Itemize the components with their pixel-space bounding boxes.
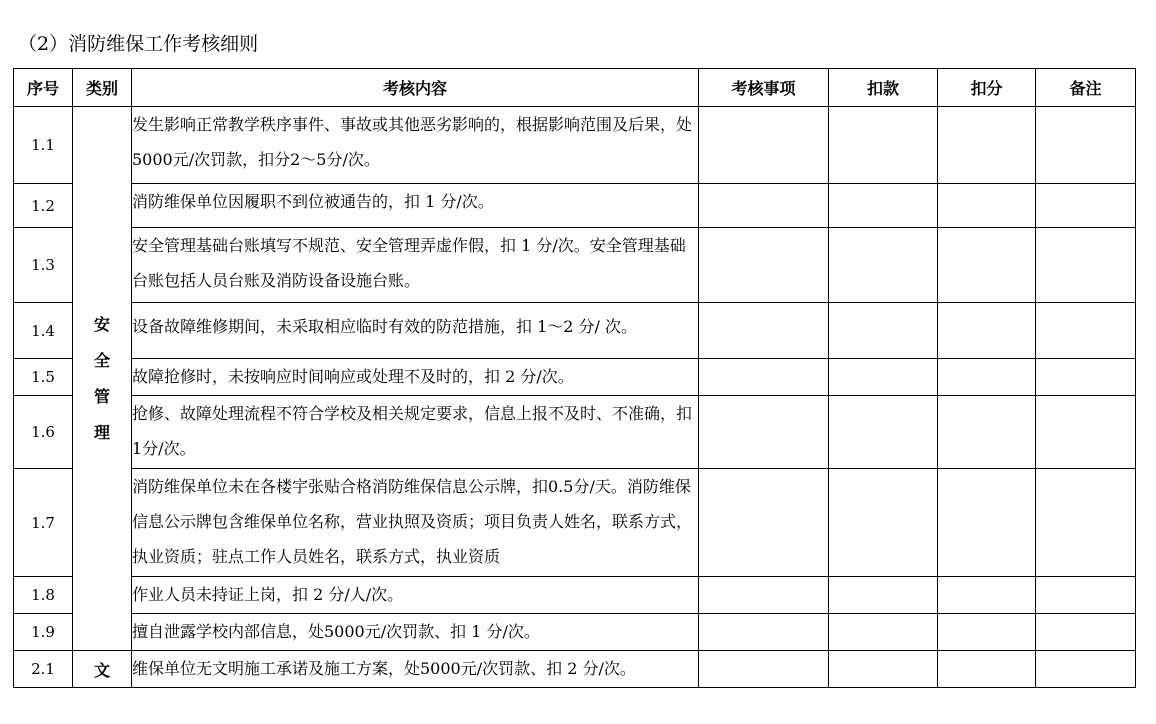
row-number: 1.5: [14, 359, 73, 396]
item-cell: [699, 396, 829, 469]
points-cell: [938, 651, 1036, 688]
table-row: [14, 614, 1136, 651]
column-header-deduction-money: 扣款: [829, 69, 938, 107]
points-cell: [938, 359, 1036, 396]
points-cell: [938, 228, 1036, 303]
item-cell: [699, 469, 829, 577]
table-row: [14, 107, 1136, 184]
table-header-row: [14, 69, 1136, 107]
table-row: [14, 396, 1136, 469]
table-row: [14, 577, 1136, 614]
row-content: 安全管理基础台账填写不规范、安全管理弄虚作假，扣 1 分/次。安全管理基础台账包括人员台账及消防设备设施台账。: [132, 228, 699, 303]
row-content: 故障抢修时，未按响应时间响应或处理不及时的，扣 2 分/次。: [132, 359, 699, 396]
row-number: 1.7: [14, 469, 73, 577]
money-cell: [829, 359, 938, 396]
table-row: [14, 184, 1136, 228]
table-row: [14, 651, 1136, 688]
money-cell: [829, 228, 938, 303]
item-cell: [699, 359, 829, 396]
item-cell: [699, 107, 829, 184]
points-cell: [938, 577, 1036, 614]
points-cell: [938, 184, 1036, 228]
column-header-content: 考核内容: [132, 69, 699, 107]
row-number: 1.1: [14, 107, 73, 184]
row-content: 发生影响正常教学秩序事件、事故或其他恶劣影响的，根据影响范围及后果，处5000元/次罚款，扣分2～5分/次。: [132, 107, 699, 184]
points-cell: [938, 469, 1036, 577]
remarks-cell: [1036, 228, 1136, 303]
category-label: 文: [93, 660, 110, 680]
column-header-item: 考核事项: [699, 69, 829, 107]
column-header-remarks: 备注: [1036, 69, 1136, 107]
row-number: 1.3: [14, 228, 73, 303]
row-content: 作业人员未持证上岗，扣 2 分/人/次。: [132, 577, 699, 614]
category-cell: [73, 651, 132, 688]
money-cell: [829, 396, 938, 469]
row-content: 抢修、故障处理流程不符合学校及相关规定要求，信息上报不及时、不准确，扣 1分/次。: [132, 396, 699, 469]
remarks-cell: [1036, 359, 1136, 396]
assessment-table: [13, 68, 1136, 688]
money-cell: [829, 184, 938, 228]
row-content-cell: [132, 469, 699, 577]
money-cell: [829, 107, 938, 184]
category-label: 安全管理: [93, 314, 110, 442]
row-number: 1.8: [14, 577, 73, 614]
remarks-cell: [1036, 577, 1136, 614]
money-cell: [829, 651, 938, 688]
row-content: 擅自泄露学校内部信息，处5000元/次罚款、扣 1 分/次。: [132, 614, 699, 651]
points-cell: [938, 614, 1036, 651]
money-cell: [829, 303, 938, 359]
points-cell: [938, 107, 1036, 184]
table-row: [14, 228, 1136, 303]
money-cell: [829, 469, 938, 577]
column-header-deduction-points: 扣分: [938, 69, 1036, 107]
table-row: [14, 359, 1136, 396]
row-content: 设备故障维修期间，未采取相应临时有效的防范措施，扣 1～2 分/ 次。: [132, 303, 699, 359]
item-cell: [699, 184, 829, 228]
row-number: 1.6: [14, 396, 73, 469]
remarks-cell: [1036, 614, 1136, 651]
row-content: 消防维保单位未在各楼宇张贴合格消防维保信息公示牌，扣0.5分/天。消防维保信息公示牌包含维保单位名称，营业执照及资质；项目负责人姓名，联系方式，执业资质；驻点工作人员姓名，联系方式，执业资质: [132, 477, 693, 566]
row-number: 1.4: [14, 303, 73, 359]
points-cell: [938, 303, 1036, 359]
item-cell: [699, 651, 829, 688]
column-header-category: 类别: [73, 69, 132, 107]
row-number: 2.1: [14, 651, 73, 688]
item-cell: [699, 614, 829, 651]
money-cell: [829, 577, 938, 614]
table-row: [14, 303, 1136, 359]
table-row: [14, 469, 1136, 577]
remarks-cell: [1036, 107, 1136, 184]
money-cell: [829, 614, 938, 651]
item-cell: [699, 228, 829, 303]
remarks-cell: [1036, 469, 1136, 577]
points-cell: [938, 396, 1036, 469]
remarks-cell: [1036, 184, 1136, 228]
item-cell: [699, 577, 829, 614]
row-number: 1.2: [14, 184, 73, 228]
row-number: 1.9: [14, 614, 73, 651]
remarks-cell: [1036, 396, 1136, 469]
section-heading: （2）消防维保工作考核细则: [18, 33, 259, 55]
row-content: 消防维保单位因履职不到位被通告的，扣 1 分/次。: [132, 184, 699, 228]
column-header-no: 序号: [14, 69, 73, 107]
item-cell: [699, 303, 829, 359]
remarks-cell: [1036, 651, 1136, 688]
remarks-cell: [1036, 303, 1136, 359]
category-cell: [73, 107, 132, 651]
row-content: 维保单位无文明施工承诺及施工方案，处5000元/次罚款、扣 2 分/次。: [132, 651, 699, 688]
